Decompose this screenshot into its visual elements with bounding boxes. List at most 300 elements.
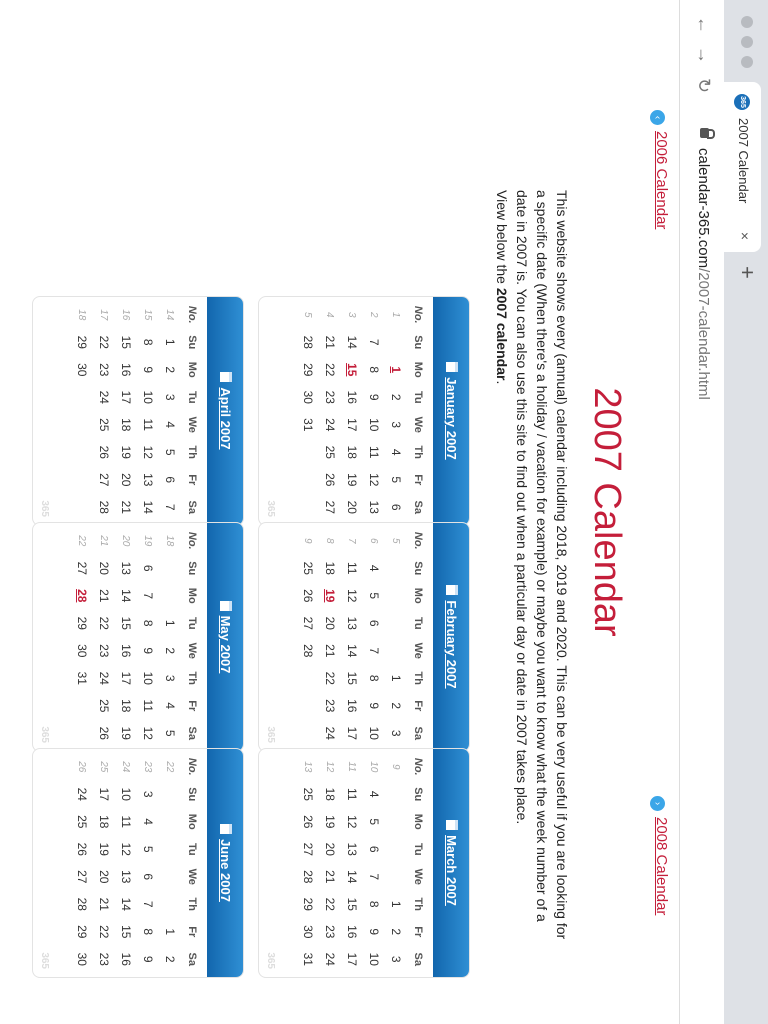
day-cell[interactable]: 25 <box>97 699 111 713</box>
empty-day-cell <box>71 692 93 720</box>
day-cell[interactable]: 6 <box>163 476 177 484</box>
empty-day-cell <box>385 781 407 809</box>
weekday-header: Su <box>412 561 424 576</box>
prev-year-label: 2006 Calendar <box>653 131 670 230</box>
day-cell[interactable]: 12 <box>367 473 381 487</box>
month-header[interactable] <box>207 749 243 977</box>
empty-day-cell <box>385 582 407 610</box>
watermark-logo: 365 <box>39 952 50 969</box>
weekday-header: Fr <box>186 926 198 938</box>
day-cell[interactable]: 12 <box>345 815 359 829</box>
weekday-header: Su <box>186 787 198 802</box>
day-cell[interactable]: 7 <box>367 873 381 881</box>
day-cell[interactable]: 23 <box>323 925 337 939</box>
day-cell[interactable]: 22 <box>323 671 337 685</box>
month-label[interactable]: January 2007 <box>444 377 459 460</box>
week-number: 18 <box>164 535 176 547</box>
forward-icon[interactable]: → <box>694 46 714 64</box>
day-cell[interactable]: 16 <box>119 363 133 377</box>
week-row <box>363 301 385 521</box>
day-cell[interactable]: 1 <box>163 619 177 627</box>
week-number: 18 <box>76 309 88 321</box>
week-number: 25 <box>98 761 110 773</box>
watermark-logo: 365 <box>265 500 276 517</box>
month-label[interactable]: February 2007 <box>444 600 459 689</box>
day-cell[interactable]: 12 <box>141 726 155 740</box>
day-cell[interactable]: 1 <box>389 674 403 682</box>
day-cell[interactable]: 4 <box>367 564 381 572</box>
day-cell[interactable]: 31 <box>301 952 315 966</box>
day-cell[interactable]: 21 <box>323 644 337 658</box>
month-table <box>71 527 203 747</box>
day-cell[interactable]: 11 <box>345 788 359 801</box>
day-cell[interactable]: 12 <box>345 589 359 603</box>
month-label[interactable]: March 2007 <box>444 835 459 906</box>
day-cell[interactable]: 28 <box>75 897 89 911</box>
day-cell[interactable]: 18 <box>97 815 111 829</box>
day-cell[interactable]: 23 <box>97 363 111 377</box>
day-cell[interactable]: 4 <box>389 448 403 456</box>
day-cell[interactable]: 3 <box>163 393 177 401</box>
month-header[interactable] <box>433 297 469 525</box>
day-cell[interactable]: 23 <box>97 952 111 966</box>
day-cell[interactable]: 17 <box>119 671 133 685</box>
watermark-logo: 365 <box>39 726 50 743</box>
week-number-header: No. <box>186 531 198 550</box>
day-cell[interactable]: 9 <box>141 955 155 963</box>
weekday-header: Th <box>186 897 198 911</box>
day-cell[interactable]: 6 <box>367 845 381 853</box>
day-cell[interactable]: 16 <box>345 699 359 713</box>
empty-day-cell <box>385 329 407 357</box>
day-cell[interactable]: 6 <box>141 564 155 572</box>
empty-day-cell <box>159 582 181 610</box>
week-number: 2 <box>368 311 380 318</box>
weekday-header: Th <box>412 897 424 911</box>
day-cell[interactable]: 29 <box>75 925 89 939</box>
day-cell[interactable]: 30 <box>75 644 89 658</box>
day-cell[interactable]: 11 <box>119 815 133 828</box>
day-cell[interactable]: 21 <box>323 870 337 884</box>
weekday-header: Tu <box>186 390 198 404</box>
day-cell[interactable]: 20 <box>323 842 337 856</box>
day-cell[interactable]: 21 <box>323 335 337 349</box>
month-label[interactable]: May 2007 <box>218 615 233 674</box>
month-table <box>297 301 429 521</box>
day-cell[interactable]: 8 <box>367 674 381 682</box>
day-cell[interactable]: 5 <box>163 448 177 456</box>
page-title: 2007 Calendar <box>586 387 628 637</box>
day-cell[interactable]: 24 <box>323 726 337 740</box>
empty-day-cell <box>71 411 93 439</box>
day-cell[interactable]: 25 <box>323 445 337 459</box>
day-cell[interactable]: 13 <box>119 561 133 575</box>
day-cell[interactable]: 30 <box>75 363 89 377</box>
calendar-icon <box>446 585 458 595</box>
day-cell[interactable]: 1 <box>163 928 177 936</box>
month-header[interactable] <box>207 523 243 751</box>
day-cell[interactable]: 27 <box>97 473 111 487</box>
day-cell[interactable]: 2 <box>389 702 403 710</box>
day-cell[interactable]: 3 <box>389 729 403 737</box>
day-cell[interactable]: 4 <box>367 790 381 798</box>
month-header[interactable] <box>207 297 243 525</box>
view-prefix: View below the <box>494 190 510 288</box>
day-cell[interactable]: 10 <box>367 726 381 740</box>
day-cell[interactable]: 21 <box>97 897 111 911</box>
day-cell[interactable]: 22 <box>323 363 337 377</box>
day-cell[interactable]: 5 <box>141 845 155 853</box>
empty-day-cell <box>159 891 181 919</box>
empty-day-cell <box>385 836 407 864</box>
month-calendar <box>32 296 244 526</box>
day-cell[interactable]: 8 <box>141 928 155 936</box>
day-cell[interactable]: 24 <box>323 418 337 432</box>
empty-day-cell <box>385 637 407 665</box>
day-cell[interactable]: 22 <box>97 616 111 630</box>
weekday-header: Su <box>412 335 424 350</box>
week-number: 1 <box>390 311 402 318</box>
day-cell[interactable]: 18 <box>323 561 337 575</box>
day-cell[interactable]: 15 <box>119 335 133 349</box>
day-cell[interactable]: 25 <box>97 418 111 432</box>
day-cell[interactable]: 12 <box>141 445 155 459</box>
day-cell[interactable]: 16 <box>119 952 133 966</box>
day-cell[interactable]: 3 <box>163 674 177 682</box>
reload-icon[interactable]: ↻ <box>694 78 714 94</box>
day-cell[interactable]: 3 <box>141 790 155 798</box>
day-cell[interactable]: 31 <box>301 418 315 432</box>
week-number: 9 <box>390 763 402 770</box>
day-cell[interactable]: 10 <box>367 952 381 966</box>
watermark-logo: 365 <box>39 500 50 517</box>
view-bold: 2007 calendar <box>494 287 510 381</box>
back-icon[interactable]: ← <box>694 16 714 34</box>
day-cell[interactable]: 9 <box>367 928 381 936</box>
day-cell[interactable]: 30 <box>301 925 315 939</box>
week-row <box>115 753 137 973</box>
day-cell[interactable]: 5 <box>367 818 381 826</box>
day-cell[interactable]: 27 <box>301 616 315 630</box>
week-row <box>341 527 363 747</box>
day-cell[interactable]: 26 <box>323 473 337 487</box>
day-cell[interactable]: 5 <box>163 729 177 737</box>
weekday-header: Mo <box>412 361 424 378</box>
day-cell[interactable]: 26 <box>301 589 315 603</box>
new-tab-button[interactable]: + <box>735 266 760 279</box>
day-cell[interactable]: 20 <box>97 870 111 884</box>
day-cell[interactable]: 20 <box>119 473 133 487</box>
day-cell[interactable]: 28 <box>97 500 111 514</box>
day-cell[interactable]: 19 <box>323 589 337 603</box>
url-path: /2007-calendar.html <box>695 268 712 400</box>
day-cell[interactable]: 4 <box>141 818 155 826</box>
day-cell[interactable]: 10 <box>119 787 133 801</box>
day-cell[interactable]: 14 <box>345 644 359 658</box>
month-calendar <box>32 748 244 978</box>
day-cell[interactable]: 1 <box>389 366 403 374</box>
day-cell[interactable]: 25 <box>301 561 315 575</box>
day-cell[interactable]: 5 <box>389 476 403 484</box>
day-cell[interactable]: 13 <box>345 616 359 630</box>
empty-day-cell <box>297 494 319 522</box>
weekday-header: Sa <box>412 726 424 740</box>
weekday-header: Th <box>412 445 424 459</box>
day-cell[interactable]: 30 <box>301 390 315 404</box>
day-cell[interactable]: 19 <box>119 726 133 740</box>
day-cell[interactable]: 8 <box>141 619 155 627</box>
weekday-header: Tu <box>412 390 424 404</box>
day-cell[interactable]: 27 <box>75 561 89 575</box>
week-row <box>137 301 159 521</box>
day-cell[interactable]: 5 <box>367 592 381 600</box>
day-cell[interactable]: 9 <box>141 366 155 374</box>
day-cell[interactable]: 24 <box>97 671 111 685</box>
tab-bar <box>724 0 768 1024</box>
day-cell[interactable]: 9 <box>141 647 155 655</box>
week-row <box>115 527 137 747</box>
day-cell[interactable]: 14 <box>141 500 155 514</box>
day-cell[interactable]: 25 <box>75 815 89 829</box>
tab-2007-calendar[interactable] <box>724 82 761 252</box>
empty-day-cell <box>297 720 319 748</box>
maximize-window-icon[interactable] <box>741 56 753 68</box>
day-cell[interactable]: 27 <box>75 870 89 884</box>
day-cell[interactable]: 10 <box>367 418 381 432</box>
day-cell[interactable]: 28 <box>301 644 315 658</box>
week-row <box>71 753 93 973</box>
day-cell[interactable]: 14 <box>119 897 133 911</box>
day-cell[interactable]: 11 <box>345 562 359 575</box>
day-cell[interactable]: 29 <box>301 363 315 377</box>
month-calendar <box>258 296 470 526</box>
day-cell[interactable]: 15 <box>345 897 359 911</box>
day-cell[interactable]: 17 <box>119 390 133 404</box>
weekday-header-row <box>407 301 429 521</box>
day-cell[interactable]: 28 <box>75 589 89 603</box>
empty-day-cell <box>159 863 181 891</box>
weekday-header-row <box>181 301 203 521</box>
day-cell[interactable]: 21 <box>119 500 133 514</box>
day-cell[interactable]: 19 <box>345 473 359 487</box>
day-cell[interactable]: 28 <box>301 870 315 884</box>
week-number: 13 <box>302 761 314 773</box>
day-cell[interactable]: 13 <box>367 500 381 514</box>
day-cell[interactable]: 23 <box>97 644 111 658</box>
day-cell[interactable]: 7 <box>141 900 155 908</box>
prev-year-link[interactable] <box>650 110 670 229</box>
day-cell[interactable]: 7 <box>163 503 177 511</box>
month-header[interactable] <box>433 749 469 977</box>
day-cell[interactable]: 18 <box>119 418 133 432</box>
week-number: 11 <box>346 761 358 772</box>
day-cell[interactable]: 6 <box>367 619 381 627</box>
day-cell[interactable]: 22 <box>97 335 111 349</box>
chevron-left-icon: ‹ <box>650 110 665 125</box>
week-row <box>137 753 159 973</box>
day-cell[interactable]: 3 <box>389 421 403 429</box>
day-cell[interactable]: 7 <box>141 592 155 600</box>
minimize-window-icon[interactable] <box>741 36 753 48</box>
day-cell[interactable]: 17 <box>345 726 359 740</box>
day-cell[interactable]: 29 <box>301 897 315 911</box>
weekday-header: We <box>186 416 198 433</box>
day-cell[interactable]: 29 <box>75 616 89 630</box>
weekday-header: Tu <box>412 616 424 630</box>
day-cell[interactable]: 19 <box>97 842 111 856</box>
day-cell[interactable]: 2 <box>163 647 177 655</box>
calendar-icon <box>446 820 458 830</box>
day-cell[interactable]: 11 <box>141 418 155 431</box>
day-cell[interactable]: 22 <box>97 925 111 939</box>
day-cell[interactable]: 17 <box>345 952 359 966</box>
day-cell[interactable]: 2 <box>389 928 403 936</box>
weekday-header-row <box>181 753 203 973</box>
week-row <box>319 527 341 747</box>
day-cell[interactable]: 14 <box>345 870 359 884</box>
day-cell[interactable]: 17 <box>97 787 111 801</box>
day-cell[interactable]: 16 <box>345 390 359 404</box>
day-cell[interactable]: 13 <box>345 842 359 856</box>
day-cell[interactable]: 26 <box>301 815 315 829</box>
weekday-header: We <box>186 868 198 885</box>
day-cell[interactable]: 31 <box>75 671 89 685</box>
favicon-icon: 365 <box>734 94 750 110</box>
week-number: 17 <box>98 309 110 321</box>
day-cell[interactable]: 15 <box>345 671 359 685</box>
day-cell[interactable]: 20 <box>97 561 111 575</box>
day-cell[interactable]: 15 <box>119 616 133 630</box>
day-cell[interactable]: 7 <box>367 647 381 655</box>
week-number: 6 <box>368 537 380 544</box>
empty-day-cell <box>297 439 319 467</box>
day-cell[interactable]: 9 <box>367 702 381 710</box>
lock-icon <box>700 128 709 138</box>
month-table <box>71 301 203 521</box>
next-year-link[interactable] <box>650 796 670 915</box>
day-cell[interactable]: 11 <box>141 699 155 712</box>
month-label[interactable]: April 2007 <box>218 387 233 450</box>
day-cell[interactable]: 8 <box>367 366 381 374</box>
day-cell[interactable]: 1 <box>163 338 177 346</box>
day-cell[interactable]: 6 <box>141 873 155 881</box>
month-calendar <box>32 522 244 752</box>
empty-day-cell <box>71 466 93 494</box>
day-cell[interactable]: 8 <box>367 900 381 908</box>
day-cell[interactable]: 9 <box>367 393 381 401</box>
day-cell[interactable]: 24 <box>97 390 111 404</box>
day-cell[interactable]: 22 <box>323 897 337 911</box>
day-cell[interactable]: 27 <box>301 842 315 856</box>
week-number: 7 <box>346 537 358 544</box>
empty-day-cell <box>71 439 93 467</box>
day-cell[interactable]: 29 <box>75 335 89 349</box>
day-cell[interactable]: 15 <box>119 925 133 939</box>
empty-day-cell <box>71 720 93 748</box>
weekday-header: Tu <box>412 842 424 856</box>
day-cell[interactable]: 7 <box>367 338 381 346</box>
day-cell[interactable]: 2 <box>163 955 177 963</box>
day-cell[interactable]: 16 <box>345 925 359 939</box>
day-cell[interactable]: 30 <box>75 952 89 966</box>
empty-day-cell <box>385 863 407 891</box>
week-row <box>341 753 363 973</box>
weekday-header: Th <box>412 671 424 685</box>
calendar-icon <box>220 824 232 834</box>
address-bar[interactable] <box>695 148 712 400</box>
day-cell[interactable]: 15 <box>345 363 359 377</box>
day-cell[interactable]: 20 <box>323 616 337 630</box>
day-cell[interactable]: 10 <box>141 671 155 685</box>
day-cell[interactable]: 6 <box>389 503 403 511</box>
day-cell[interactable]: 1 <box>389 900 403 908</box>
day-cell[interactable]: 19 <box>119 445 133 459</box>
week-number: 19 <box>142 535 154 547</box>
day-cell[interactable]: 27 <box>323 500 337 514</box>
day-cell[interactable]: 21 <box>97 589 111 603</box>
close-window-icon[interactable] <box>741 16 753 28</box>
day-cell[interactable]: 28 <box>301 335 315 349</box>
day-cell[interactable]: 13 <box>141 473 155 487</box>
url-domain: calendar-365.com <box>695 148 712 269</box>
day-cell[interactable]: 24 <box>323 952 337 966</box>
day-cell[interactable]: 23 <box>323 699 337 713</box>
week-row <box>159 527 181 747</box>
day-cell[interactable]: 14 <box>119 589 133 603</box>
day-cell[interactable]: 18 <box>119 699 133 713</box>
day-cell[interactable]: 26 <box>97 726 111 740</box>
tab-title: 2007 Calendar <box>736 118 751 204</box>
month-table <box>71 753 203 973</box>
day-cell[interactable]: 24 <box>75 787 89 801</box>
week-number: 5 <box>302 311 314 318</box>
close-tab-icon[interactable]: × <box>737 231 753 240</box>
day-cell[interactable]: 20 <box>345 500 359 514</box>
month-header[interactable] <box>433 523 469 751</box>
day-cell[interactable]: 26 <box>97 445 111 459</box>
day-cell[interactable]: 2 <box>389 393 403 401</box>
day-cell[interactable]: 26 <box>75 842 89 856</box>
day-cell[interactable]: 18 <box>323 787 337 801</box>
weekday-header: Mo <box>186 361 198 378</box>
day-cell[interactable]: 25 <box>301 787 315 801</box>
weekday-header: Fr <box>412 700 424 712</box>
view-suffix: . <box>494 380 510 385</box>
day-cell[interactable]: 14 <box>345 335 359 349</box>
day-cell[interactable]: 12 <box>119 842 133 856</box>
day-cell[interactable]: 8 <box>141 338 155 346</box>
day-cell[interactable]: 2 <box>163 366 177 374</box>
month-label[interactable]: June 2007 <box>218 839 233 902</box>
month-table <box>297 527 429 747</box>
week-row <box>93 753 115 973</box>
day-cell[interactable]: 3 <box>389 955 403 963</box>
day-cell[interactable]: 4 <box>163 702 177 710</box>
day-cell[interactable]: 18 <box>345 445 359 459</box>
weekday-header: Fr <box>412 926 424 938</box>
day-cell[interactable]: 10 <box>141 390 155 404</box>
day-cell[interactable]: 17 <box>345 418 359 432</box>
day-cell[interactable]: 16 <box>119 644 133 658</box>
day-cell[interactable]: 19 <box>323 815 337 829</box>
week-row <box>137 527 159 747</box>
day-cell[interactable]: 11 <box>367 446 381 459</box>
weekday-header: Sa <box>186 726 198 740</box>
day-cell[interactable]: 4 <box>163 421 177 429</box>
day-cell[interactable]: 13 <box>119 870 133 884</box>
calendar-icon <box>446 362 458 372</box>
day-cell[interactable]: 23 <box>323 390 337 404</box>
